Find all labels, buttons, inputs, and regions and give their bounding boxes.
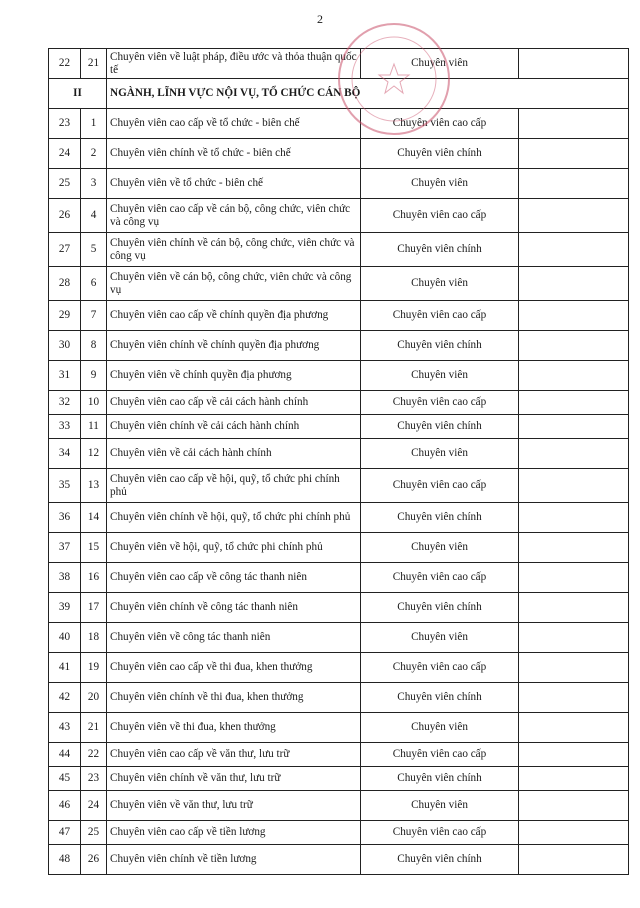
row-blank-cell: [519, 653, 629, 683]
row-title: Chuyên viên cao cấp về hội, quỹ, tổ chức phi chính phủ: [107, 469, 361, 503]
row-title: Chuyên viên về thi đua, khen thưởng: [107, 713, 361, 743]
row-rank: Chuyên viên cao cấp: [361, 109, 519, 139]
row-stt: 46: [49, 791, 81, 821]
row-stt: 24: [49, 139, 81, 169]
row-rank: Chuyên viên chính: [361, 139, 519, 169]
row-rank: Chuyên viên cao cấp: [361, 199, 519, 233]
row-number: 9: [81, 361, 107, 391]
table-row: [49, 49, 629, 79]
row-title: Chuyên viên chính về công tác thanh niên: [107, 593, 361, 623]
row-rank: Chuyên viên cao cấp: [361, 301, 519, 331]
row-title: Chuyên viên cao cấp về thi đua, khen thưởng: [107, 653, 361, 683]
row-rank: Chuyên viên cao cấp: [361, 391, 519, 415]
row-stt: 22: [49, 49, 81, 79]
row-rank: Chuyên viên: [361, 169, 519, 199]
row-stt: 39: [49, 593, 81, 623]
row-number: 20: [81, 683, 107, 713]
row-title: Chuyên viên cao cấp về văn thư, lưu trữ: [107, 743, 361, 767]
row-blank-cell: [519, 391, 629, 415]
table-row: [49, 301, 629, 331]
row-title: Chuyên viên chính về thi đua, khen thưởng: [107, 683, 361, 713]
row-title: Chuyên viên cao cấp về tổ chức - biên chế: [107, 109, 361, 139]
row-blank-cell: [519, 361, 629, 391]
row-stt: 40: [49, 623, 81, 653]
row-blank-cell: [519, 845, 629, 875]
row-rank: Chuyên viên cao cấp: [361, 743, 519, 767]
row-stt: 31: [49, 361, 81, 391]
row-stt: 37: [49, 533, 81, 563]
row-blank-cell: [519, 767, 629, 791]
job-position-table: [48, 48, 629, 875]
row-blank-cell: [519, 743, 629, 767]
row-blank-cell: [519, 533, 629, 563]
row-title: Chuyên viên cao cấp về tiền lương: [107, 821, 361, 845]
row-blank-cell: [519, 109, 629, 139]
row-stt: 36: [49, 503, 81, 533]
table-row: [49, 139, 629, 169]
row-stt: 33: [49, 415, 81, 439]
row-rank: Chuyên viên: [361, 439, 519, 469]
row-rank: Chuyên viên chính: [361, 415, 519, 439]
row-rank: Chuyên viên: [361, 533, 519, 563]
row-blank-cell: [519, 683, 629, 713]
row-rank: Chuyên viên cao cấp: [361, 821, 519, 845]
row-number: 10: [81, 391, 107, 415]
table-row: [49, 683, 629, 713]
row-number: 21: [81, 49, 107, 79]
row-blank-cell: [519, 439, 629, 469]
row-blank-cell: [519, 49, 629, 79]
row-number: 4: [81, 199, 107, 233]
row-rank: Chuyên viên cao cấp: [361, 469, 519, 503]
table-row: [49, 503, 629, 533]
table-row: [49, 563, 629, 593]
row-blank-cell: [519, 713, 629, 743]
section-title: NGÀNH, LĨNH VỰC NỘI VỤ, TỔ CHỨC CÁN BỘ: [107, 79, 629, 109]
row-blank-cell: [519, 791, 629, 821]
row-stt: 38: [49, 563, 81, 593]
row-rank: Chuyên viên: [361, 49, 519, 79]
row-blank-cell: [519, 563, 629, 593]
row-blank-cell: [519, 169, 629, 199]
table-row: [49, 845, 629, 875]
row-number: 18: [81, 623, 107, 653]
row-stt: 47: [49, 821, 81, 845]
row-stt: 43: [49, 713, 81, 743]
row-title: Chuyên viên chính về cán bộ, công chức, viên chức và công vụ: [107, 233, 361, 267]
row-number: 3: [81, 169, 107, 199]
row-number: 14: [81, 503, 107, 533]
row-stt: 41: [49, 653, 81, 683]
row-blank-cell: [519, 503, 629, 533]
row-title: Chuyên viên về chính quyền địa phương: [107, 361, 361, 391]
row-title: Chuyên viên chính về cải cách hành chính: [107, 415, 361, 439]
row-title: Chuyên viên về công tác thanh niên: [107, 623, 361, 653]
row-stt: 26: [49, 199, 81, 233]
table-row: [49, 391, 629, 415]
row-rank: Chuyên viên: [361, 623, 519, 653]
page-number: 2: [317, 12, 323, 26]
row-blank-cell: [519, 821, 629, 845]
row-rank: Chuyên viên cao cấp: [361, 653, 519, 683]
row-rank: Chuyên viên chính: [361, 503, 519, 533]
row-number: 23: [81, 767, 107, 791]
row-stt: 29: [49, 301, 81, 331]
row-title: Chuyên viên về tổ chức - biên chế: [107, 169, 361, 199]
row-number: 13: [81, 469, 107, 503]
row-title: Chuyên viên về hội, quỹ, tổ chức phi chính phủ: [107, 533, 361, 563]
row-stt: 30: [49, 331, 81, 361]
row-blank-cell: [519, 623, 629, 653]
table-row: [49, 199, 629, 233]
row-title: Chuyên viên về văn thư, lưu trữ: [107, 791, 361, 821]
table-row: [49, 743, 629, 767]
table-row: [49, 821, 629, 845]
row-title: Chuyên viên về cán bộ, công chức, viên chức và công vụ: [107, 267, 361, 301]
row-number: 21: [81, 713, 107, 743]
row-number: 1: [81, 109, 107, 139]
row-title: Chuyên viên chính về hội, quỹ, tổ chức phi chính phủ: [107, 503, 361, 533]
row-blank-cell: [519, 267, 629, 301]
row-stt: 28: [49, 267, 81, 301]
table-row: [49, 469, 629, 503]
row-title: Chuyên viên cao cấp về cải cách hành chính: [107, 391, 361, 415]
row-blank-cell: [519, 139, 629, 169]
table-row: [49, 533, 629, 563]
row-rank: Chuyên viên chính: [361, 845, 519, 875]
row-number: 5: [81, 233, 107, 267]
row-title: Chuyên viên chính về văn thư, lưu trữ: [107, 767, 361, 791]
row-stt: 34: [49, 439, 81, 469]
row-number: 2: [81, 139, 107, 169]
table-row: [49, 623, 629, 653]
row-stt: 25: [49, 169, 81, 199]
row-stt: 42: [49, 683, 81, 713]
row-blank-cell: [519, 331, 629, 361]
row-rank: Chuyên viên: [361, 791, 519, 821]
row-number: 12: [81, 439, 107, 469]
table-row: [49, 267, 629, 301]
row-stt: 45: [49, 767, 81, 791]
row-rank: Chuyên viên: [361, 361, 519, 391]
table-row: [49, 713, 629, 743]
row-number: 17: [81, 593, 107, 623]
row-title: Chuyên viên về luật pháp, điều ước và thỏa thuận quốc tế: [107, 49, 361, 79]
section-number: II: [49, 79, 107, 109]
table-row: [49, 767, 629, 791]
row-blank-cell: [519, 233, 629, 267]
row-rank: Chuyên viên chính: [361, 593, 519, 623]
row-number: 25: [81, 821, 107, 845]
row-blank-cell: [519, 593, 629, 623]
row-number: 7: [81, 301, 107, 331]
row-number: 26: [81, 845, 107, 875]
row-number: 6: [81, 267, 107, 301]
row-rank: Chuyên viên: [361, 267, 519, 301]
table-row: [49, 361, 629, 391]
row-rank: Chuyên viên chính: [361, 683, 519, 713]
row-title: Chuyên viên cao cấp về công tác thanh niên: [107, 563, 361, 593]
row-number: 16: [81, 563, 107, 593]
row-number: 8: [81, 331, 107, 361]
row-blank-cell: [519, 469, 629, 503]
row-title: Chuyên viên cao cấp về chính quyền địa phương: [107, 301, 361, 331]
table-row: [49, 233, 629, 267]
row-title: Chuyên viên chính về tổ chức - biên chế: [107, 139, 361, 169]
row-blank-cell: [519, 301, 629, 331]
row-stt: 48: [49, 845, 81, 875]
table-row: [49, 109, 629, 139]
row-rank: Chuyên viên: [361, 713, 519, 743]
row-number: 24: [81, 791, 107, 821]
section-header-row: [49, 79, 629, 109]
row-number: 19: [81, 653, 107, 683]
row-stt: 44: [49, 743, 81, 767]
row-rank: Chuyên viên chính: [361, 767, 519, 791]
table-row: [49, 169, 629, 199]
table-row: [49, 331, 629, 361]
row-rank: Chuyên viên chính: [361, 331, 519, 361]
table-row: [49, 415, 629, 439]
row-title: Chuyên viên về cải cách hành chính: [107, 439, 361, 469]
row-title: Chuyên viên chính về chính quyền địa phương: [107, 331, 361, 361]
row-title: Chuyên viên chính về tiền lương: [107, 845, 361, 875]
table-row: [49, 593, 629, 623]
row-rank: Chuyên viên cao cấp: [361, 563, 519, 593]
table-row: [49, 653, 629, 683]
row-blank-cell: [519, 199, 629, 233]
table-row: [49, 791, 629, 821]
row-number: 15: [81, 533, 107, 563]
row-stt: 35: [49, 469, 81, 503]
table-row: [49, 439, 629, 469]
row-stt: 27: [49, 233, 81, 267]
row-number: 11: [81, 415, 107, 439]
row-stt: 23: [49, 109, 81, 139]
row-rank: Chuyên viên chính: [361, 233, 519, 267]
row-stt: 32: [49, 391, 81, 415]
row-number: 22: [81, 743, 107, 767]
row-title: Chuyên viên cao cấp về cán bộ, công chức, viên chức và công vụ: [107, 199, 361, 233]
row-blank-cell: [519, 415, 629, 439]
